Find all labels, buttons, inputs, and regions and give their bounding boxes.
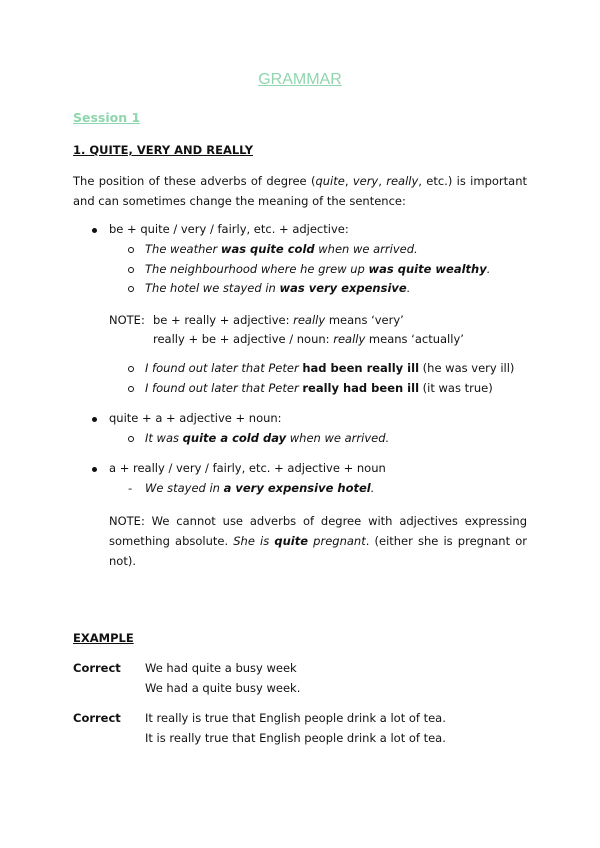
- example-label: Correct: [73, 711, 121, 725]
- example-item: I found out later that Peter had been really ill (he was very ill): [145, 361, 515, 375]
- note-line: be + really + adjective: really means ‘very’: [153, 313, 404, 327]
- note-paragraph: NOTE: We cannot use adverbs of degree with adjectives expressing something absolute. She is quite pregnant. (either she is pregnant or not).: [109, 514, 527, 568]
- intro-paragraph: The position of these adverbs of degree (quite, very, really, etc.) is important and can sometimes change the meaning of the sentence:: [73, 174, 527, 208]
- example-line: It is really true that English people drink a lot of tea.: [145, 731, 446, 745]
- rule-item: a + really / very / fairly, etc. + adjective + noun: [109, 461, 386, 475]
- example-item: The hotel we stayed in was very expensive.: [145, 281, 411, 295]
- page-title: GRAMMAR: [258, 71, 342, 88]
- section-heading: 1. QUITE, VERY AND REALLY: [73, 143, 254, 157]
- example-item: I found out later that Peter really had been ill (it was true): [145, 381, 493, 395]
- example-line: We had quite a busy week: [145, 661, 297, 675]
- rule-item: quite + a + adjective + noun:: [109, 411, 282, 425]
- example-item: - We stayed in a very expensive hotel.: [145, 481, 374, 495]
- example-item: The neighbourhood where he grew up was quite wealthy.: [145, 262, 491, 276]
- note-label: NOTE:: [109, 313, 145, 327]
- rule-item: be + quite / very / fairly, etc. + adjective:: [109, 222, 349, 236]
- example-line: We had a quite busy week.: [145, 681, 301, 695]
- note-line: really + be + adjective / noun: really means ‘actually’: [153, 332, 464, 346]
- session-heading: Session 1: [73, 110, 141, 125]
- example-line: It really is true that English people drink a lot of tea.: [145, 711, 446, 725]
- example-heading: EXAMPLE: [73, 631, 134, 645]
- example-item: The weather was quite cold when we arrived.: [145, 242, 418, 256]
- example-item: It was quite a cold day when we arrived.: [145, 431, 390, 445]
- example-label: Correct: [73, 661, 121, 675]
